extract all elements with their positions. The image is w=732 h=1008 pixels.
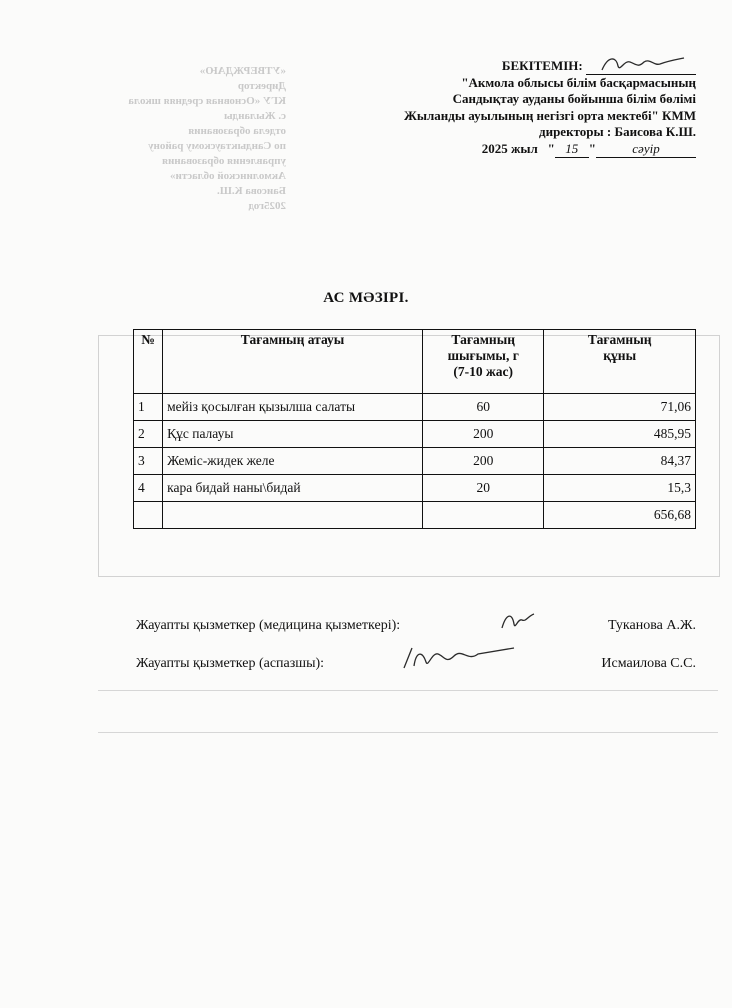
row-no: 1 (134, 394, 163, 421)
ghost-line (98, 690, 718, 691)
approval-month: сәуір (596, 141, 696, 159)
row-no: 3 (134, 448, 163, 475)
responsible-name: Исмаилова С.С. (601, 656, 696, 671)
table-header-row (134, 330, 696, 394)
row-price: 71,06 (544, 394, 696, 421)
col-price: Тағамның құны (544, 330, 696, 394)
approval-org-line2: Сандықтау ауданы бойынша білім бөлімі (452, 91, 696, 106)
row-yield: 200 (423, 421, 544, 448)
approval-block (306, 58, 696, 158)
row-price: 15,3 (544, 475, 696, 502)
table-row (134, 394, 696, 421)
col-name: Тағамның атауы (163, 330, 423, 394)
menu-title: АС МӘЗІРІ. (323, 290, 409, 306)
row-name: мейіз қосылған қызылша салаты (163, 394, 423, 421)
table-row (134, 475, 696, 502)
menu-table (133, 329, 696, 529)
director-signature (598, 52, 688, 76)
row-name: кара бидай наны\бидай (163, 475, 423, 502)
ghost-approval-block: «УТВЕРЖДАЮ» Директор КГУ «Основная средняя школа с. Жыланды отдела образования по Сандыктаускому району управления образования Акмолинской области» Баисова К.Ш. 2025год (128, 65, 286, 212)
table-row (134, 421, 696, 448)
approval-date: 2025 жыл " 15 " сәуір (306, 141, 696, 159)
ghost-line (98, 732, 718, 733)
row-price: 485,95 (544, 421, 696, 448)
table-row (134, 448, 696, 475)
director-signature-line (586, 60, 696, 75)
total-price: 656,68 (544, 502, 696, 529)
approval-day: 15 (555, 141, 589, 159)
row-yield: 20 (423, 475, 544, 502)
medical-signature (498, 608, 538, 634)
col-no: № (134, 330, 163, 394)
table-total-row (134, 502, 696, 529)
responsible-name: Туканова А.Ж. (608, 618, 696, 633)
responsible-role: Жауапты қызметкер (медицина қызметкері): (136, 618, 401, 633)
row-price: 84,37 (544, 448, 696, 475)
cook-signature (398, 642, 518, 674)
approval-org-line3: Жыланды ауылының негізгі орта мектебі" КММ (403, 107, 696, 123)
row-no: 4 (134, 475, 163, 502)
row-yield: 200 (423, 448, 544, 475)
row-no: 2 (134, 421, 163, 448)
row-name: Құс палауы (163, 421, 423, 448)
approval-header: БЕКІТЕМІН: (501, 58, 583, 73)
col-yield: Тағамның шығымы, г (7-10 жас) (423, 330, 544, 394)
responsible-role: Жауапты қызметкер (аспазшы): (136, 656, 325, 671)
row-yield: 60 (423, 394, 544, 421)
approval-org-line1: "Акмола облысы білім басқармасының (461, 74, 696, 90)
approval-director: директоры : Баисова К.Ш. (539, 124, 696, 139)
row-name: Жеміс-жидек желе (163, 448, 423, 475)
